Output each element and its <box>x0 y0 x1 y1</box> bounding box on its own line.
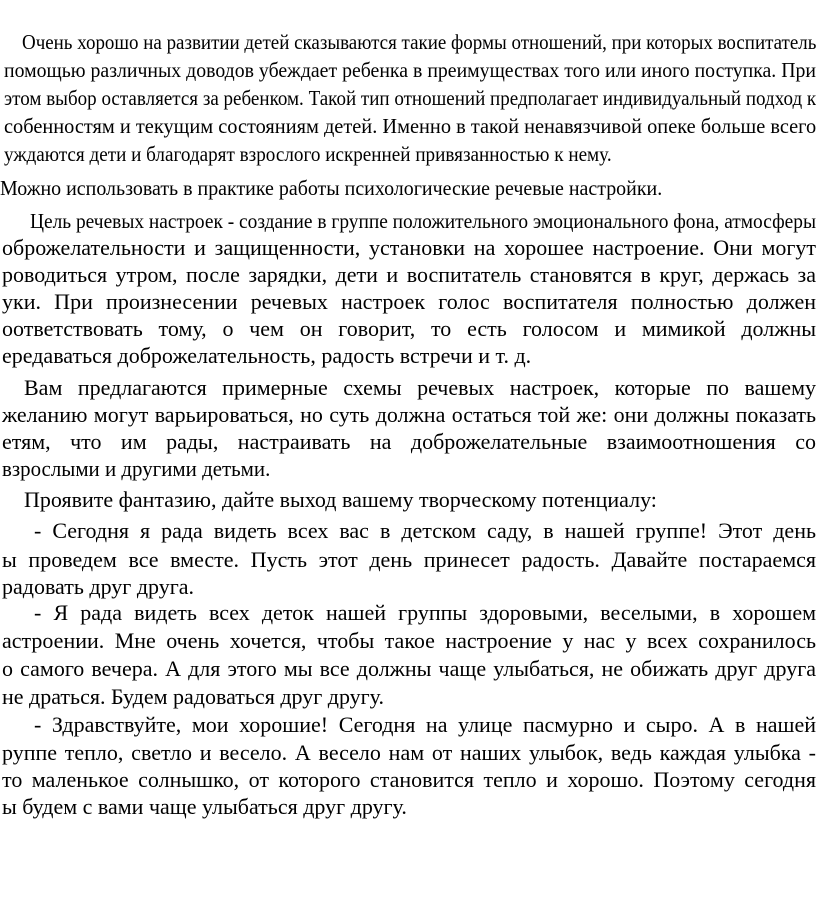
text-line: астроении. Мне очень хочется, чтобы такое настроение у нас у всех сохранилось <box>2 628 816 653</box>
text-line: Можно использовать в практике работы психологические речевые настройки. <box>0 176 663 200</box>
text-line: ы проведем все вместе. Пусть этот день принесет радость. Давайте постараемся <box>2 547 816 572</box>
text-line: Проявите фантазию, дайте выход вашему творческому потенциалу: <box>24 487 657 512</box>
text-line: уждаются дети и благодарят взрослого искренней привязанностью к нему. <box>4 142 612 166</box>
text-line: желанию могут варьироваться, но суть должна остаться той же: они должны показать <box>2 402 816 427</box>
text-line: не драться. Будем радоваться друг другу. <box>2 684 384 709</box>
text-line: роводиться утром, после зарядки, дети и воспитатель становятся в круг, держась за <box>2 262 816 287</box>
text-line: радовать друг друга. <box>2 574 195 599</box>
text-line: Цель речевых настроек - создание в группе положительного эмоционального фона, атмосферы <box>30 209 816 233</box>
text-line: оброжелательности и защищенности, установки на хорошее настроение. Они могут <box>2 235 816 260</box>
text-line: оответствовать тому, о чем он говорит, то есть голосом и мимикой должны <box>2 316 816 341</box>
text-line: руппе тепло, светло и весело. А весело нам от наших улыбок, ведь каждая улыбка - <box>2 740 816 765</box>
text-line: етям, что им рады, настраивать на доброжелательные взаимоотношения со <box>2 429 816 454</box>
text-line: о самого вечера. А для этого мы все должны чаще улыбаться, не обижать друг друга <box>2 656 816 681</box>
text-line: помощью различных доводов убеждает ребенка в преимуществах того или иного поступка. При <box>4 58 816 82</box>
text-line: этом выбор оставляется за ребенком. Такой тип отношений предполагает индивидуальный подход к <box>4 86 816 110</box>
text-line: уки. При произнесении речевых настроек голос воспитателя полностью должен <box>2 289 816 314</box>
text-line: ередаваться доброжелательность, радость встречи и т. д. <box>2 343 532 368</box>
text-line: взрослыми и другими детьми. <box>2 456 271 481</box>
text-line: Очень хорошо на развитии детей сказываются такие формы отношений, при которых воспитатель <box>22 30 816 54</box>
text-line: - Здравствуйте, мои хорошие! Сегодня на улице пасмурно и сыро. А в нашей <box>34 712 816 737</box>
text-line: - Я рада видеть всех деток нашей группы здоровыми, веселыми, в хорошем <box>34 600 816 625</box>
text-line: ы будем с вами чаще улыбаться друг другу. <box>2 794 407 819</box>
text-line: собенностям и текущим состояниям детей. Именно в такой ненавязчивой опеке больше всего <box>4 114 816 138</box>
text-line: - Сегодня я рада видеть всех вас в детском саду, в нашей группе! Этот день <box>34 518 816 543</box>
text-line: то маленькое солнышко, от которого становится тепло и хорошо. Поэтому сегодня <box>2 767 816 792</box>
text-line: Вам предлагаются примерные схемы речевых настроек, которые по вашему <box>24 375 816 400</box>
